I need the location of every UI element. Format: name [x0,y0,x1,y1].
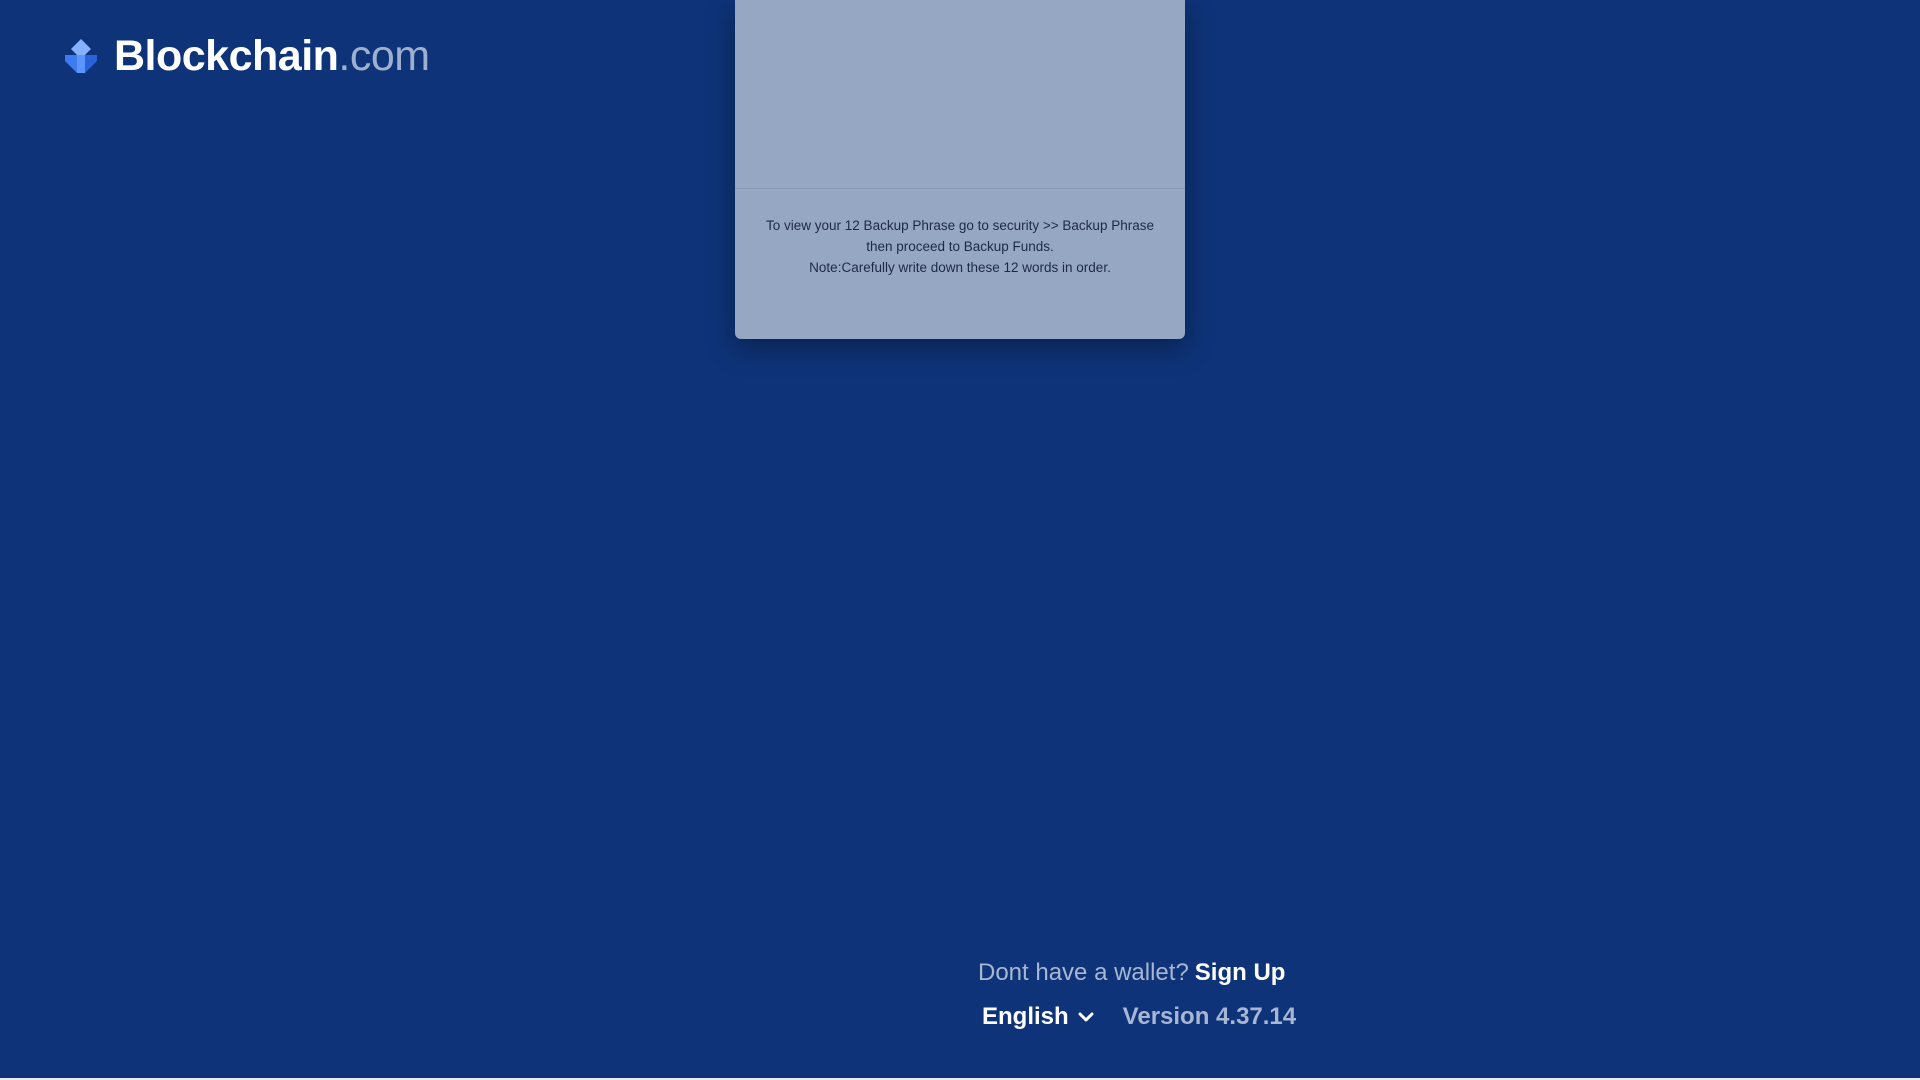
instruction-line-1: To view your 12 Backup Phrase go to security >> Backup Phrase [766,218,1154,233]
instruction-line-2: then proceed to Backup Funds. [866,239,1054,254]
blockchain-logo-icon [60,36,102,78]
signup-prompt: Dont have a wallet? [978,959,1189,986]
card-content-area [735,0,1185,189]
signup-line [978,958,1285,988]
language-label: English [982,1003,1069,1030]
logo[interactable] [60,32,430,80]
backup-instructions [735,189,1185,278]
language-version-line [982,1002,1296,1032]
logo-text [114,32,430,80]
backup-notice-card [735,0,1185,339]
instruction-line-3: Note:Carefully write down these 12 words in order. [809,260,1111,275]
signup-link[interactable]: Sign Up [1194,959,1286,986]
chevron-down-icon [1077,1011,1095,1023]
version-label: Version 4.37.14 [1122,1003,1297,1030]
language-selector[interactable] [982,1002,1095,1032]
logo-suffix: .com [338,32,430,80]
logo-brand: Blockchain [114,32,339,80]
